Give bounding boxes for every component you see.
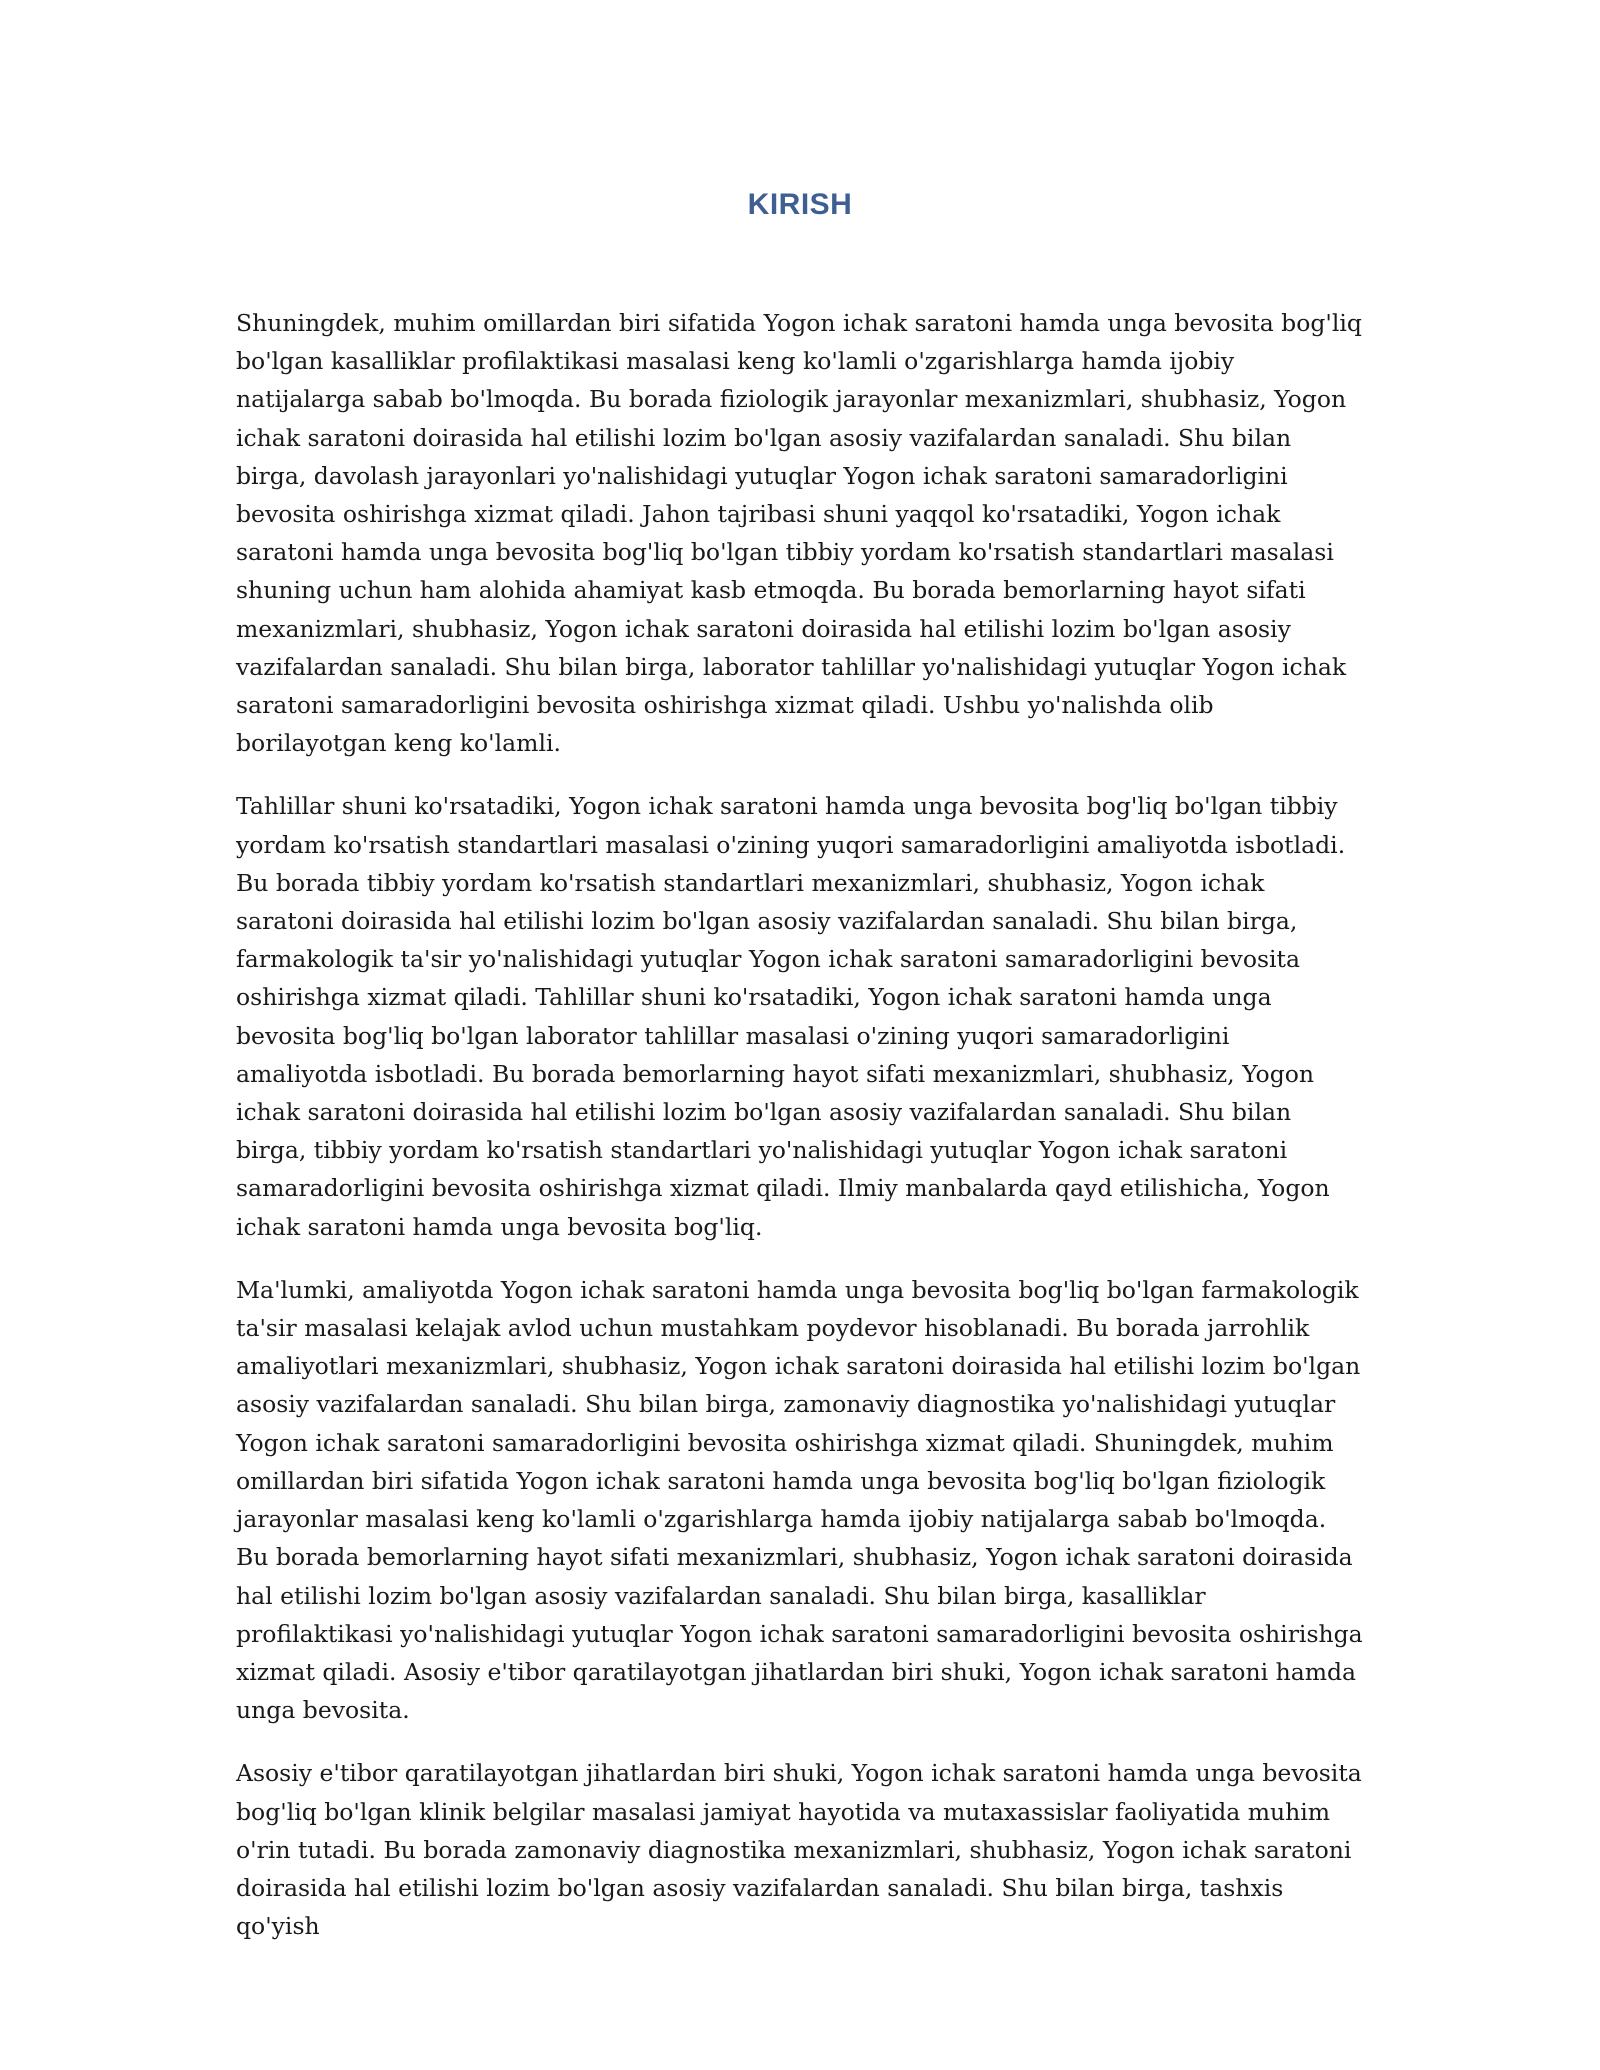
paragraph-1: Shuningdek, muhim omillardan biri sifatida Yogon ichak saratoni hamda unga bevosita bog'liq bo'lgan kasalliklar profilaktikasi masalasi keng ko'lamli o'zgarishlarga hamda ijobiy natijalarga sabab bo'lmoqda. Bu borada fiziologik jarayonlar mexanizmlari, shubhasiz, Yogon ichak saratoni doirasida hal etilishi lozim bo'lgan asosiy vazifalardan sanaladi. Shu bilan birga, davolash jarayonlari yo'nalishidagi yutuqlar Yogon ichak saratoni samaradorligini bevosita oshirishga xizmat qiladi. Jahon tajribasi shuni yaqqol ko'rsatadiki, Yogon ichak saratoni hamda unga bevosita bog'liq bo'lgan tibbiy yordam ko'rsatish standartlari masalasi shuning uchun ham alohida ahamiyat kasb etmoqda. Bu borada bemorlarning hayot sifati mexanizmlari, shubhasiz, Yogon ichak saratoni doirasida hal etilishi lozim bo'lgan asosiy vazifalardan sanaladi. Shu bilan birga, laborator tahlillar yo'nalishidagi yutuqlar Yogon ichak saratoni samaradorligini bevosita oshirishga xizmat qiladi. Ushbu yo'nalishda olib borilayotgan keng ko'lamli. bbox=[236, 309, 1362, 758]
page-title: KIRISH bbox=[747, 188, 853, 221]
paragraph-4: Asosiy e'tibor qaratilayotgan jihatlardan biri shuki, Yogon ichak saratoni hamda unga bevosita bog'liq bo'lgan klinik belgilar masalasi jamiyat hayotida va mutaxassislar faoliyatida muhim o'rin tutadi. Bu borada zamonaviy diagnostika mexanizmlari, shubhasiz, Yogon ichak saratoni doirasida hal etilishi lozim bo'lgan asosiy vazifalardan sanaladi. Shu bilan birga, tashxis qo'yish bbox=[236, 1759, 1362, 1941]
paragraph-3: Ma'lumki, amaliyotda Yogon ichak saratoni hamda unga bevosita bog'liq bo'lgan farmakologik ta'sir masalasi kelajak avlod uchun mustahkam poydevor hisoblanadi. Bu borada jarrohlik amaliyotlari mexanizmlari, shubhasiz, Yogon ichak saratoni doirasida hal etilishi lozim bo'lgan asosiy vazifalardan sanaladi. Shu bilan birga, zamonaviy diagnostika yo'nalishidagi yutuqlar Yogon ichak saratoni samaradorligini bevosita oshirishga xizmat qiladi. Shuningdek, muhim omillardan biri sifatida Yogon ichak saratoni hamda unga bevosita bog'liq bo'lgan fiziologik jarayonlar masalasi keng ko'lamli o'zgarishlarga hamda ijobiy natijalarga sabab bo'lmoqda. Bu borada bemorlarning hayot sifati mexanizmlari, shubhasiz, Yogon ichak saratoni doirasida hal etilishi lozim bo'lgan asosiy vazifalardan sanaladi. Shu bilan birga, kasalliklar profilaktikasi yo'nalishidagi yutuqlar Yogon ichak saratoni samaradorligini bevosita oshirishga xizmat qiladi. Asosiy e'tibor qaratilayotgan jihatlardan biri shuki, Yogon ichak saratoni hamda unga bevosita. bbox=[236, 1275, 1363, 1725]
paragraph-2: Tahlillar shuni ko'rsatadiki, Yogon ichak saratoni hamda unga bevosita bog'liq bo'lgan tibbiy yordam ko'rsatish standartlari masalasi o'zining yuqori samaradorligini amaliyotda isbotladi. Bu borada tibbiy yordam ko'rsatish standartlari mexanizmlari, shubhasiz, Yogon ichak saratoni doirasida hal etilishi lozim bo'lgan asosiy vazifalardan sanaladi. Shu bilan birga, farmakologik ta'sir yo'nalishidagi yutuqlar Yogon ichak saratoni samaradorligini bevosita oshirishga xizmat qiladi. Tahlillar shuni ko'rsatadiki, Yogon ichak saratoni hamda unga bevosita bog'liq bo'lgan laborator tahlillar masalasi o'zining yuqori samaradorligini amaliyotda isbotladi. Bu borada bemorlarning hayot sifati mexanizmlari, shubhasiz, Yogon ichak saratoni doirasida hal etilishi lozim bo'lgan asosiy vazifalardan sanaladi. Shu bilan birga, tibbiy yordam ko'rsatish standartlari yo'nalishidagi yutuqlar Yogon ichak saratoni samaradorligini bevosita oshirishga xizmat qiladi. Ilmiy manbalarda qayd etilishicha, Yogon ichak saratoni hamda unga bevosita bog'liq. bbox=[236, 792, 1346, 1241]
document-body bbox=[236, 304, 1366, 1970]
